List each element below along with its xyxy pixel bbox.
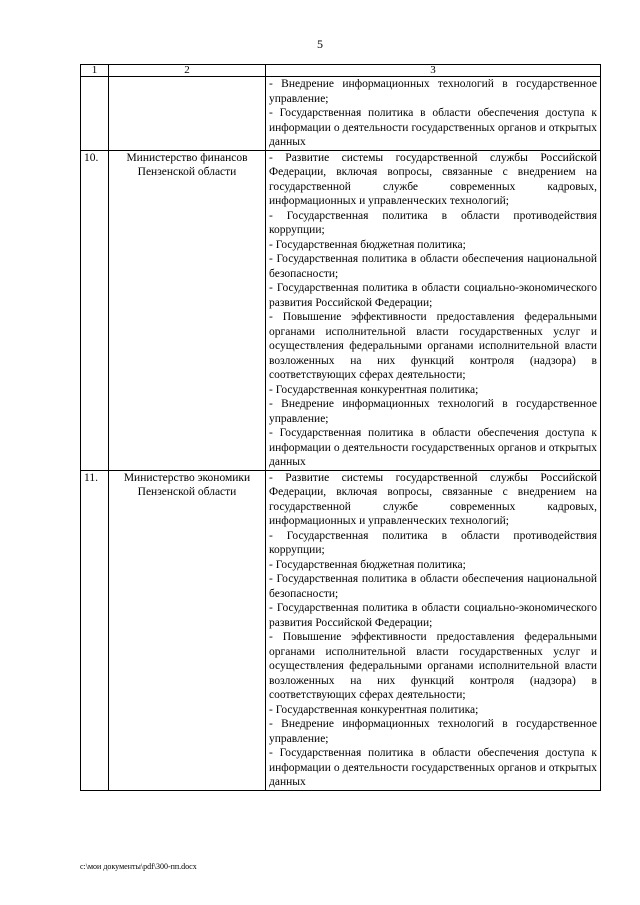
policy-item: - Развитие системы государственной службы Российской Федерации, включая вопросы, связанные с внедрением на государственной службе современных кадровых, информационных и управленческих технологий; (269, 151, 597, 207)
policy-items (266, 470, 601, 790)
organization-name: Министерство финансов Пензенской области (109, 150, 266, 470)
policy-item: - Государственная конкурентная политика; (269, 703, 479, 716)
organization-name (109, 77, 266, 151)
table-row-continuation (81, 77, 601, 151)
policy-item: - Внедрение информационных технологий в государственное управление; (269, 78, 597, 105)
page-number: 5 (317, 37, 323, 51)
policy-items (266, 77, 601, 151)
organization-name: Министерство экономики Пензенской области (109, 470, 266, 790)
row-number (81, 77, 109, 151)
footer-file-path: c:\мои документы\pdf\300-пп.docx (80, 862, 197, 871)
policy-item: - Внедрение информационных технологий в государственное управление; (269, 718, 597, 745)
header-col-1: 1 (81, 65, 109, 77)
policy-item: - Государственная политика в области обеспечения национальной безопасности; (269, 573, 597, 600)
policy-item: - Внедрение информационных технологий в государственное управление; (269, 398, 597, 425)
table-row (81, 470, 601, 790)
policy-item: - Государственная политика в области социально-экономического развития Российской Федерации; (269, 602, 597, 629)
policy-item: - Государственная политика в области социально-экономического развития Российской Федерации; (269, 282, 597, 309)
policy-item: - Государственная бюджетная политика; (269, 238, 466, 251)
policy-item: - Государственная политика в области обеспечения доступа к информации о деятельности государственных органов и открытых данных (269, 747, 597, 788)
policy-item: - Государственная бюджетная политика; (269, 558, 466, 571)
policy-item: - Развитие системы государственной службы Российской Федерации, включая вопросы, связанные с внедрением на государственной службе современных кадровых, информационных и управленческих технологий; (269, 471, 597, 527)
organizations-table (80, 64, 601, 791)
row-number: 10. (81, 150, 109, 470)
policy-item: - Повышение эффективности предоставления федеральными органами исполнительной власти государственных услуг и осуществления федеральными органами исполнительной власти возложенных на них функций контроля (надзора) в соответствующих сферах деятельности; (269, 311, 597, 381)
policy-item: - Государственная конкурентная политика; (269, 383, 479, 396)
policy-item: - Государственная политика в области обеспечения доступа к информации о деятельности государственных органов и открытых данных (269, 107, 597, 148)
policy-item: - Повышение эффективности предоставления федеральными органами исполнительной власти государственных услуг и осуществления федеральными органами исполнительной власти возложенных на них функций контроля (надзора) в соответствующих сферах деятельности; (269, 631, 597, 701)
policy-item: - Государственная политика в области обеспечения национальной безопасности; (269, 253, 597, 280)
table-header-row (81, 65, 601, 77)
policy-items (266, 150, 601, 470)
header-col-2: 2 (109, 65, 266, 77)
header-col-3: 3 (266, 65, 601, 77)
policy-item: - Государственная политика в области противодействия коррупции; (269, 529, 597, 556)
table-row (81, 150, 601, 470)
policy-item: - Государственная политика в области обеспечения доступа к информации о деятельности государственных органов и открытых данных (269, 427, 597, 468)
row-number: 11. (81, 470, 109, 790)
policy-item: - Государственная политика в области противодействия коррупции; (269, 209, 597, 236)
